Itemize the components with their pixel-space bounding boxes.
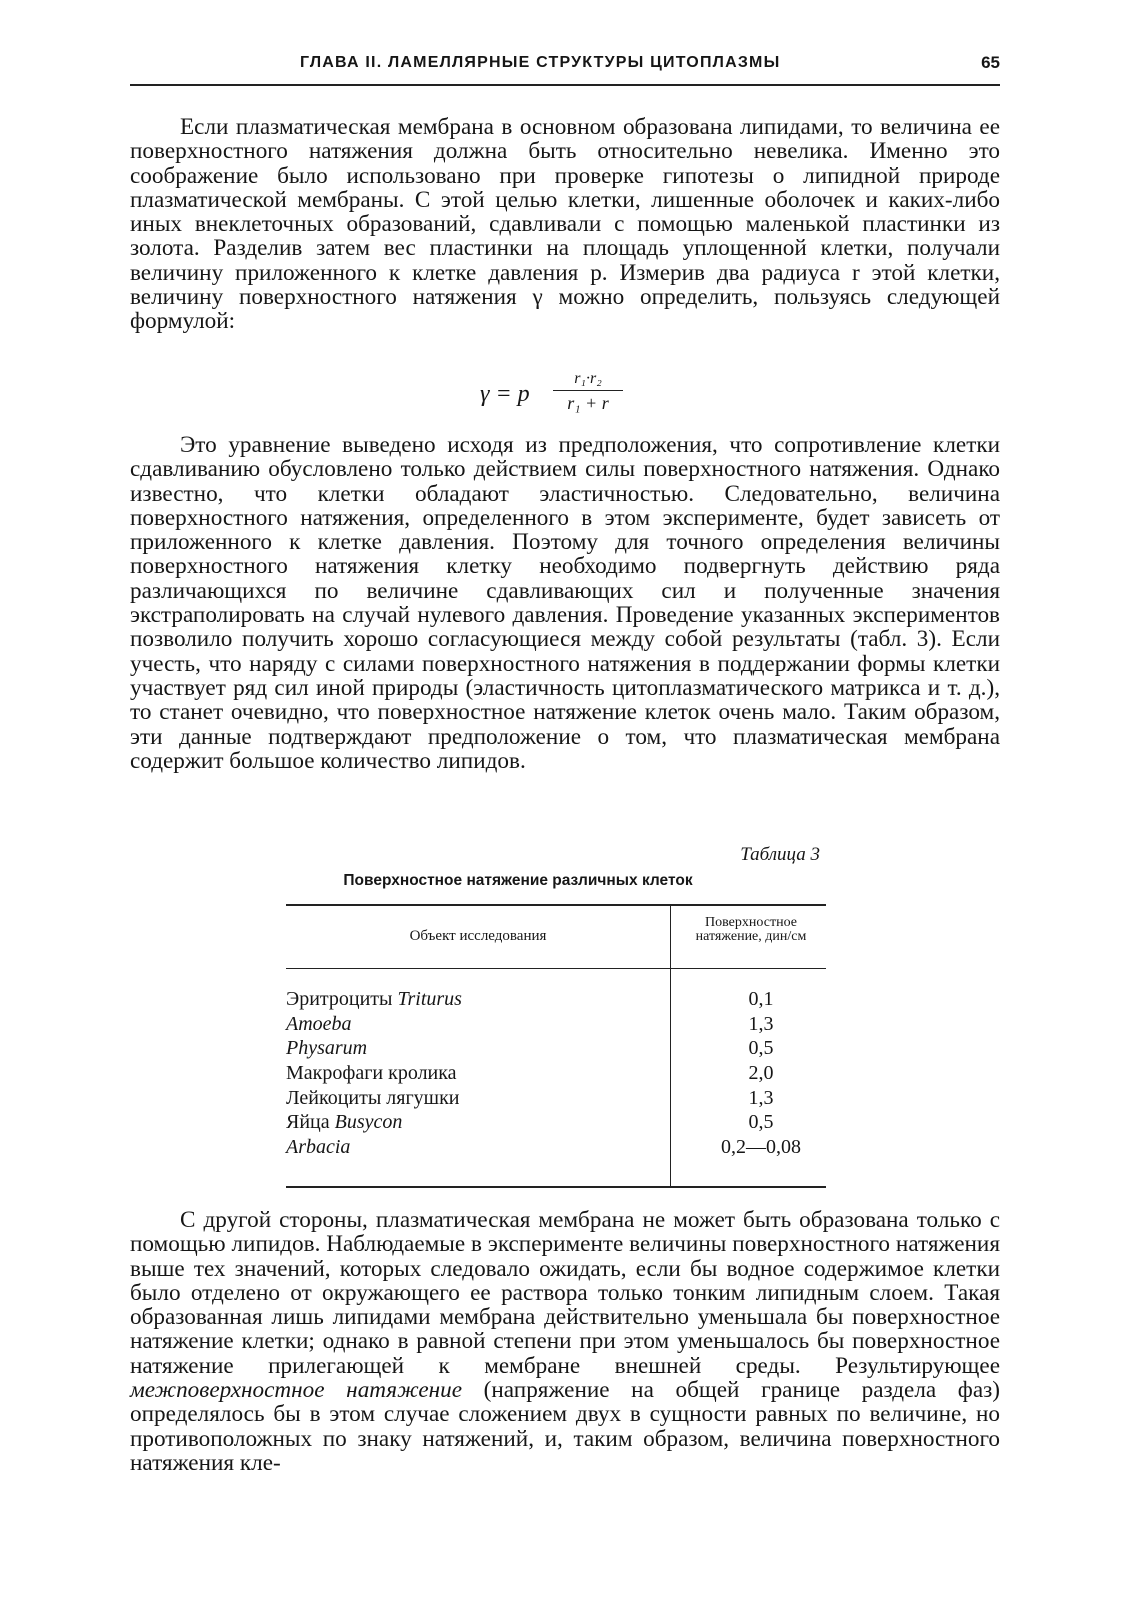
table-cell-tension: 1,3 [748, 1086, 774, 1109]
formula-lhs: γ = p [480, 381, 530, 407]
table-header-object: Объект исследования [409, 928, 547, 944]
surface-tension-formula [480, 370, 680, 420]
table-cell-object [286, 1111, 402, 1134]
table-header-tension: Поверхностное натяжение, дин/см [695, 915, 807, 944]
running-header [130, 54, 1000, 86]
table-cell-object [286, 1062, 457, 1085]
table-header-rule [286, 968, 826, 969]
paragraph-2: Это уравнение выведено исходя из предположения, что сопротивление клетки сдавливанию обусловлено только действием силы поверхностного натяжения. Однако известно, что клетки обладают эластичностью. Следовательно, величина поверхностного натяжения, определенного в этом эксперименте, будет зависеть от приложенного к клетке давления. Поэтому для точного определения величины поверхностного натяжения клетку необходимо подвергнуть действию ряда различающихся по величине сдавливающих сил и полученные значения экстраполировать на случай нулевого давления. Проведение указанных экспериментов позволило получить хорошо согласующиеся между собой результаты (табл. 3). Если учесть, что наряду с силами поверхностного натяжения в поддержании формы клетки участвует ряд сил иной природы (эластичность цитоплазматического матрикса и т. д.), то станет очевидно, что поверхностное натяжение клеток очень мало. Таким образом, эти данные подтверждают предположение о том, что плазматическая мембрана содержит большое количество липидов. [130, 432, 1000, 774]
running-title: ГЛАВА II. ЛАМЕЛЛЯРНЫЕ СТРУКТУРЫ ЦИТОПЛАЗМЫ [300, 54, 781, 71]
table-cell-tension: 0,1 [748, 988, 774, 1010]
table-cell-object [286, 988, 462, 1011]
table-row [286, 1062, 826, 1087]
table-cell-object [286, 1013, 352, 1036]
object-latin-name: Triturus [397, 988, 462, 1010]
object-name: Лейкоциты лягушки [286, 1086, 460, 1109]
fraction-bar [553, 390, 623, 391]
table-row [286, 988, 826, 1013]
table-cell-tension: 0,5 [748, 1111, 774, 1134]
table-cell-tension: 0,5 [748, 1037, 774, 1060]
paragraph-3 [130, 1208, 1000, 1475]
table-row [286, 1136, 826, 1161]
paragraph-3-part-b: (напряжение на общей границе раздела фаз) определялось бы в этом случае сложением двух в сущности равных по величине, но противоположных по знаку натяжений, и, таким образом, величина поверхностного натяжения кле- [130, 1377, 1000, 1476]
table-cell-object [286, 1136, 350, 1159]
formula-fraction [553, 370, 623, 413]
table-body [286, 988, 826, 1161]
table-cell-object [286, 1037, 367, 1060]
object-latin-name: Amoeba [286, 1012, 352, 1035]
paragraph-3-emphasis: межповерхностное натяжение [130, 1377, 463, 1404]
object-name: Эритроциты [286, 988, 398, 1010]
table-cell-tension: 2,0 [748, 1062, 774, 1085]
object-latin-name: Physarum [286, 1037, 368, 1060]
table-cell-tension: 1,3 [748, 1012, 774, 1035]
object-latin-name: Busycon [334, 1111, 403, 1134]
formula-denominator: r₁ + r [567, 393, 609, 413]
paragraph-1: Если плазматическая мембрана в основном образована липидами, то величина ее поверхностного натяжения должна быть относительно невелика. Именно это соображение было использовано при проверке гипотезы о липидной природе плазматической мембраны. С этой целью клетки, лишенные оболочек и каких-либо иных внеклеточных образований, сдавливали с помощью маленькой пластинки из золота. Разделив затем вес пластинки на площадь уплощенной клетки, получали величину приложенного к клетке давления p. Измерив два радиуса r этой клетки, величину поверхностного натяжения γ можно определить, пользуясь следующей формулой: [130, 114, 1000, 335]
paragraph-3-part-a: С другой стороны, плазматическая мембрана не может быть образована только с помощью липидов. Наблюдаемые в эксперименте величины поверхностного натяжения выше тех значений, которых следовало ожидать, если бы водное содержимое клетки было отделено от окружающего ее раствора только тонким липидным слоем. Такая образованная лишь липидами мембрана действительно уменьшала бы поверхностное натяжение клетки; однако в равной степени при этом уменьшалось бы поверхностное натяжение прилегающей к мембране внешней среды. Результирующее [130, 1207, 1000, 1379]
formula-numerator: r₁·r₂ [574, 370, 602, 387]
table-cell-tension: 0,2—0,08 [721, 1136, 801, 1159]
object-name: Макрофаги кролика [286, 1062, 457, 1085]
object-name: Яйца [286, 1111, 335, 1134]
table-row [286, 1087, 826, 1112]
table-row [286, 1037, 826, 1062]
table-cell-object [286, 1087, 460, 1110]
table-title: Поверхностное натяжение различных клеток [343, 872, 693, 889]
table-row [286, 1013, 826, 1038]
object-latin-name: Arbacia [286, 1136, 351, 1159]
table-row [286, 1111, 826, 1136]
table-bottom-rule [286, 1186, 826, 1188]
table-label: Таблица 3 [740, 844, 820, 865]
page-number: 65 [981, 53, 1000, 72]
table-top-rule [286, 904, 826, 906]
